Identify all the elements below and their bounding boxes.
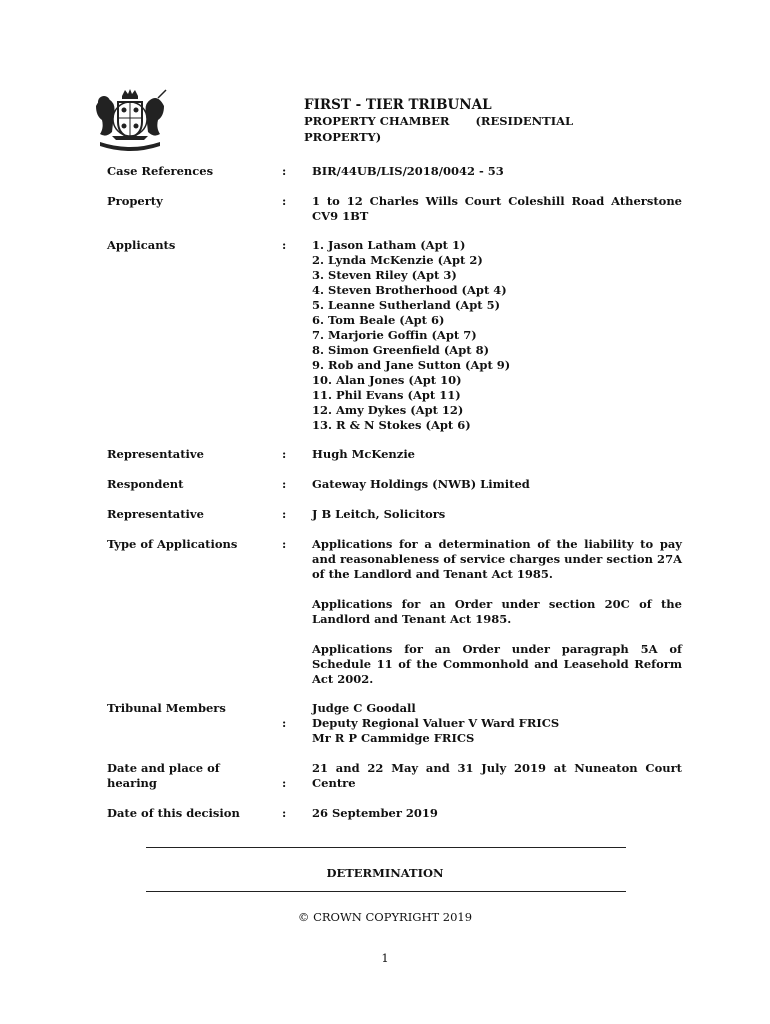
colon: : [282,776,287,790]
divider-top [146,847,626,848]
applicant-item: 6. Tom Beale (Apt 6) [312,313,445,327]
applicant-item: 1. Jason Latham (Apt 1) [312,238,466,252]
determination-heading: DETERMINATION [326,866,444,880]
property-label: Property [107,194,163,208]
tribunal-members-label: Tribunal Members [107,701,226,715]
colon: : [282,164,287,178]
royal-coat-of-arms-icon [92,88,168,152]
hearing-value: 21 and 22 May and 31 July 2019 at Nuneaton Court Centre [312,761,682,790]
copyright-notice: © CROWN COPYRIGHT 2019 [297,910,473,924]
chamber-type-cont: PROPERTY) [304,130,382,144]
application-paragraph: Applications for an Order under paragraph 5A of Schedule 11 of the Commonhold and Leasehold Reform Act 2002. [312,642,682,686]
decision-date-value: 26 September 2019 [312,806,438,820]
case-references-label: Case References [107,164,214,178]
applicant-item: 7. Marjorie Goffin (Apt 7) [312,328,477,342]
application-paragraph: Applications for a determination of the liability to pay and reasonableness of service charges under section 27A of the Landlord and Tenant Act 1985. [312,537,682,581]
representative-value: Hugh McKenzie [312,447,416,461]
applicant-item: 8. Simon Greenfield (Apt 8) [312,343,490,357]
application-paragraph: Applications for an Order under section 20C of the Landlord and Tenant Act 1985. [312,597,682,626]
applicant-item: 3. Steven Riley (Apt 3) [312,268,457,282]
tribunal-member: Mr R P Cammidge FRICS [312,731,475,745]
divider-bottom [146,891,626,892]
chamber-line [304,113,634,129]
colon: : [282,537,287,551]
property-value: 1 to 12 Charles Wills Court Coleshill Road Atherstone CV9 1BT [312,194,682,223]
representative-value: J B Leitch, Solicitors [312,507,446,521]
applicant-item: 10. Alan Jones (Apt 10) [312,373,462,387]
colon: : [282,806,287,820]
colon: : [282,238,287,252]
applicant-item: 12. Amy Dykes (Apt 12) [312,403,464,417]
applicant-item: 9. Rob and Jane Sutton (Apt 9) [312,358,511,372]
applications-text [312,537,682,702]
case-references-value: BIR/44UB/LIS/2018/0042 - 53 [312,164,504,178]
decision-date-label: Date of this decision [107,806,240,820]
respondent-value: Gateway Holdings (NWB) Limited [312,477,530,491]
page-number: 1 [381,951,389,965]
applicant-item: 4. Steven Brotherhood (Apt 4) [312,283,507,297]
colon: : [282,477,287,491]
tribunal-header [304,97,634,145]
hearing-label-line: Date and place of [107,761,220,775]
colon: : [282,447,287,461]
applicants-label: Applicants [107,238,176,252]
representative-label: Representative [107,447,204,461]
chamber-type: (RESIDENTIAL [475,114,574,128]
colon: : [282,716,287,730]
tribunal-member: Deputy Regional Valuer V Ward FRICS [312,716,560,730]
hearing-label [107,761,277,791]
representative-label: Representative [107,507,204,521]
applicant-item: 5. Leanne Sutherland (Apt 5) [312,298,501,312]
colon: : [282,507,287,521]
applicants-list [312,238,682,433]
applicant-item: 11. Phil Evans (Apt 11) [312,388,461,402]
tribunal-members-list [312,701,682,746]
respondent-label: Respondent [107,477,184,491]
type-of-applications-label: Type of Applications [107,537,238,551]
applicant-item: 2. Lynda McKenzie (Apt 2) [312,253,483,267]
hearing-label-line: hearing [107,776,157,790]
chamber-name: PROPERTY CHAMBER [304,114,450,128]
colon: : [282,194,287,208]
tribunal-member: Judge C Goodall [312,701,416,715]
applicant-item: 13. R & N Stokes (Apt 6) [312,418,471,432]
tribunal-title: FIRST - TIER TRIBUNAL [304,97,492,113]
